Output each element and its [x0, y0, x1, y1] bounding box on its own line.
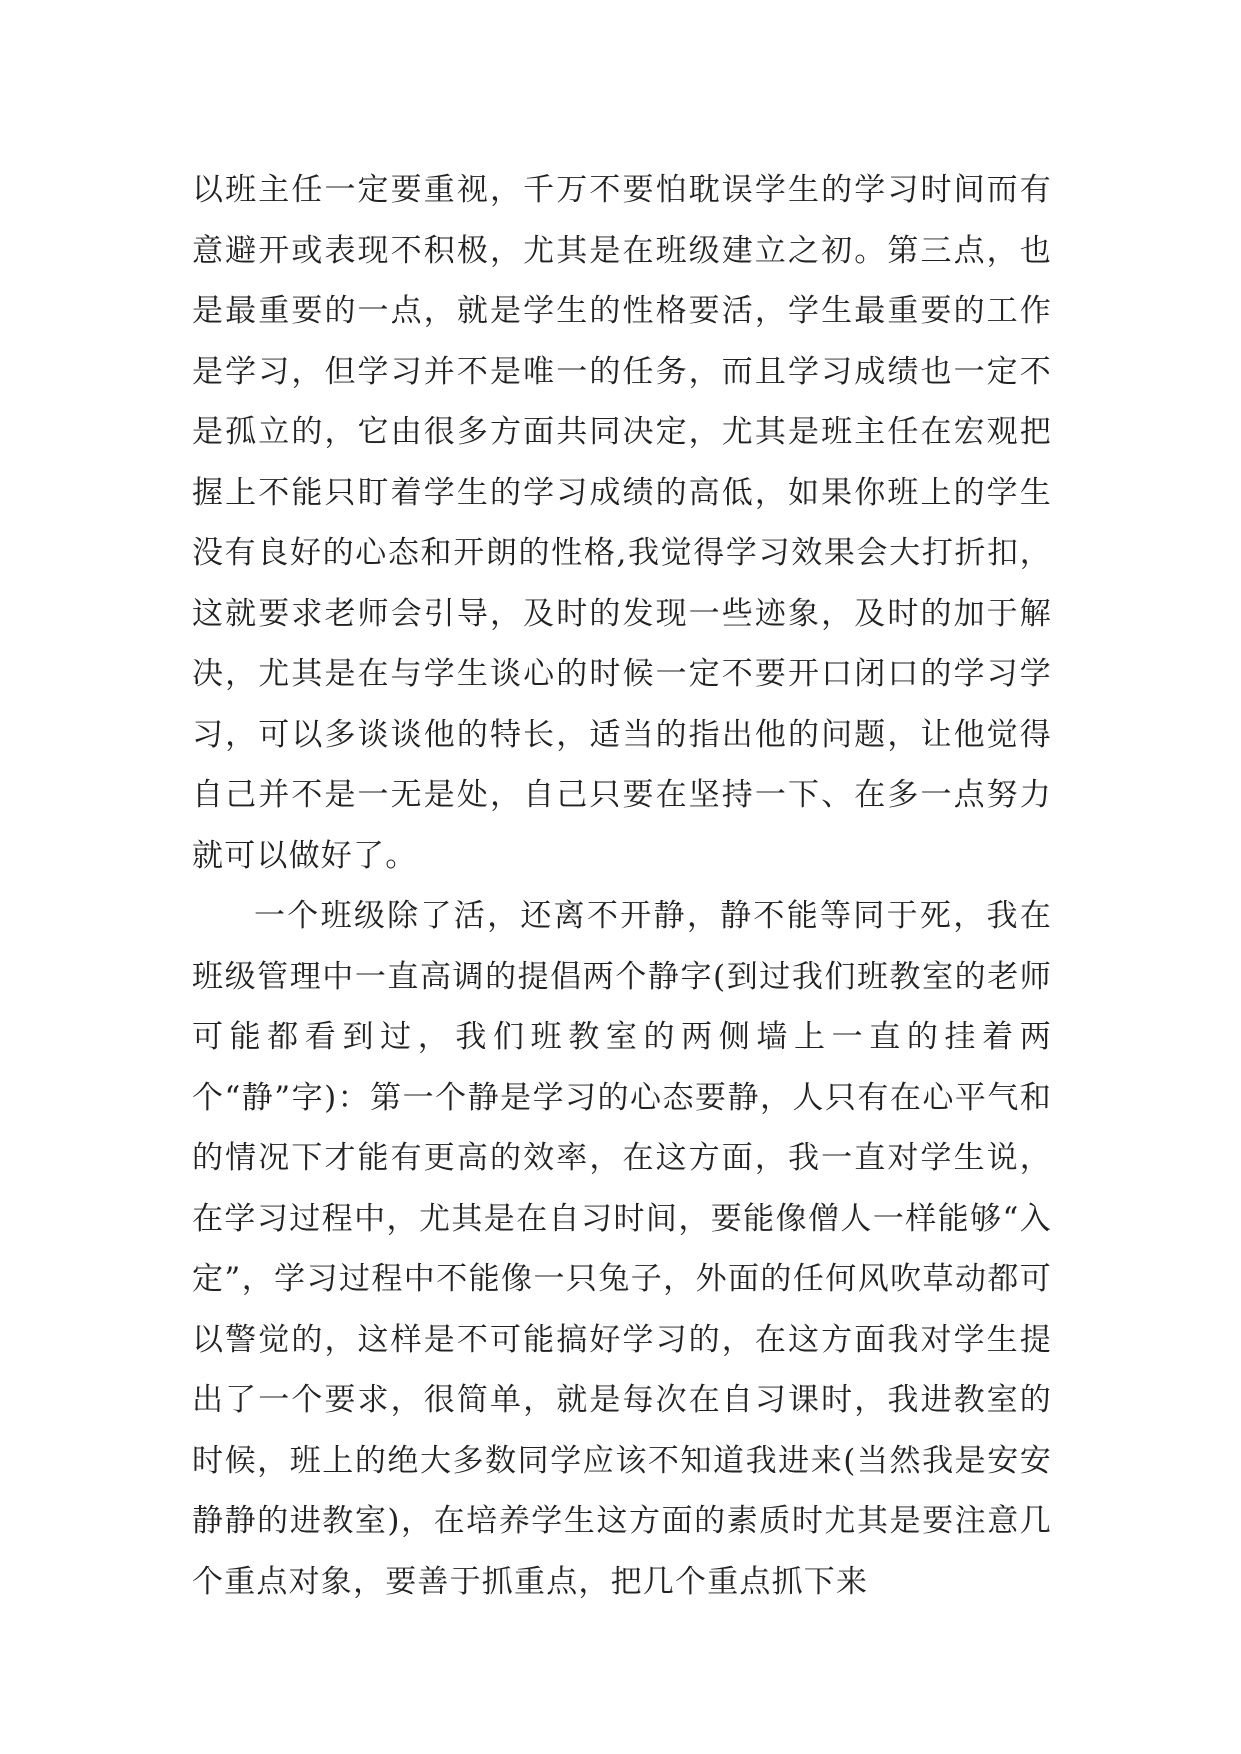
paragraph-quiet-discussion: 一个班级除了活，还离不开静，静不能等同于死，我在班级管理中一直高调的提倡两个静字(到过我们班教室的老师可能都看到过，我们班教室的两侧墙上一直的挂着两个“静”字)：第一个静是学习的心态要静，人只有在心平气和的情况下才能有更高的效率，在这方面，我一直对学生说，在学习过程中，尤其是在自习时间，要能像僧人一样能够“入定”，学习过程中不能像一只兔子，外面的任何风吹草动都可以警觉的，这样是不可能搞好学习的，在这方面我对学生提出了一个要求，很简单，就是每次在自习课时，我进教室的时候，班上的绝大多数同学应该不知道我进来(当然我是安安静静的进教室)，在培养学生这方面的素质时尤其是要注意几个重点对象，要善于抓重点，把几个重点抓下来	[192, 898, 1052, 1600]
document-body	[192, 160, 1052, 1612]
paragraph-continuation: 以班主任一定要重视，千万不要怕耽误学生的学习时间而有意避开或表现不积极，尤其是在班级建立之初。第三点，也是最重要的一点，就是学生的性格要活，学生最重要的工作是学习，但学习并不是唯一的任务，而且学习成绩也一定不是孤立的，它由很多方面共同决定，尤其是班主任在宏观把握上不能只盯着学生的学习成绩的高低，如果你班上的学生没有良好的心态和开朗的性格,我觉得学习效果会大打折扣，这就要求老师会引导，及时的发现一些迹象，及时的加于解决，尤其是在与学生谈心的时候一定不要开口闭口的学习学习，可以多谈谈他的特长，适当的指出他的问题，让他觉得自己并不是一无是处，自己只要在坚持一下、在多一点努力就可以做好了。	[192, 172, 1052, 874]
